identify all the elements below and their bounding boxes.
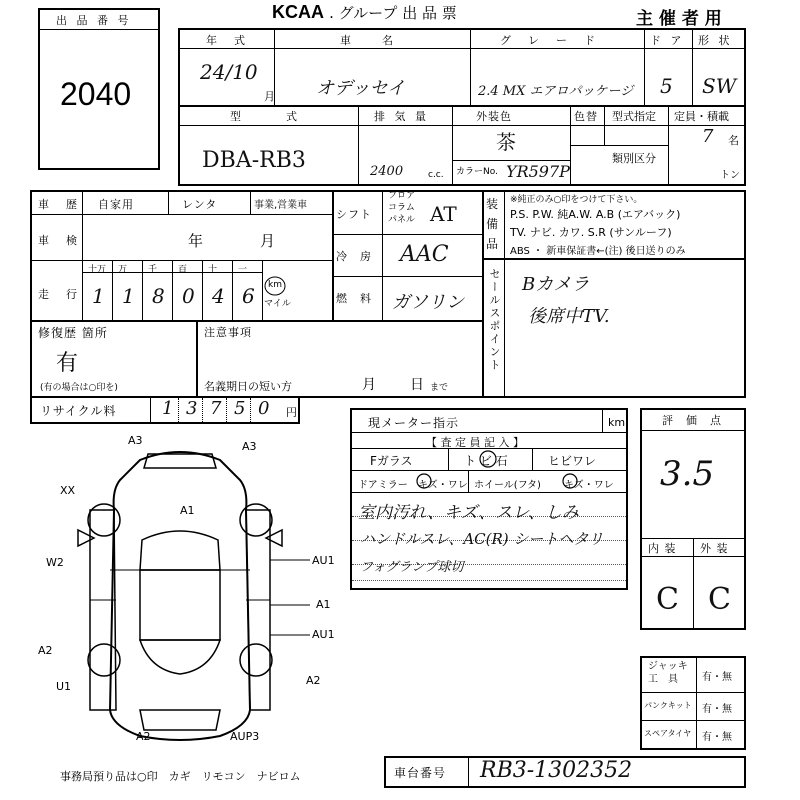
doors-label: ド ア [650, 34, 685, 47]
exterior-label: 外 装 [700, 542, 729, 555]
mileage-digit-label: 一 [238, 265, 248, 275]
shaken-month-unit: 月 [260, 232, 276, 250]
door-mirror-label: ドアミラー [358, 480, 408, 491]
recycle-digit: 3 [186, 398, 198, 419]
year-value: 24/10 [200, 60, 258, 84]
meter-label: 現メーター指示 [368, 416, 460, 430]
ac-label: 冷 房 [336, 250, 372, 263]
type-spec-label: 型式指定 [612, 110, 656, 123]
shift-positions: フロア コラム パネル [388, 191, 416, 225]
damage-mark: A3 [242, 440, 257, 453]
repair-history-value: 有 [56, 351, 79, 376]
capacity-unit: 名 [728, 134, 739, 147]
damage-mark: AU1 [312, 628, 335, 641]
organizer-label: 主 催 者 用 [636, 9, 722, 29]
windshield-crack-option: ヒビワレ [548, 454, 597, 468]
registration-deadline-label: 名義期日の短い方 [204, 380, 292, 393]
spare-tire-option: 有・無 [702, 732, 732, 743]
sheet-title [272, 2, 457, 23]
displacement-label: 排 気 量 [374, 110, 429, 123]
displacement-value: 2400 [370, 164, 404, 179]
damage-mark: A2 [38, 644, 53, 657]
year-label: 年 式 [206, 34, 248, 47]
month-unit: 月 [264, 90, 275, 103]
vehicle-info-table [178, 28, 746, 186]
repair-history-note: (有の場合は○印を) [40, 383, 118, 393]
windshield-label: Fガラス [370, 454, 413, 468]
title-text: . グループ 出 品 票 [329, 4, 457, 22]
damage-mark: AUP3 [230, 730, 260, 743]
interior-label: 内 装 [648, 542, 677, 555]
color-code-label: カラーNo. [456, 167, 498, 177]
jack-tool-label: ジャッキ 工 具 [648, 661, 688, 685]
chassis-number-value: RB3-1302352 [480, 758, 633, 783]
cc-unit: c.c. [428, 170, 444, 180]
km-mile-selector [264, 276, 298, 312]
lot-number-box [38, 8, 160, 170]
notes-label: 注意事項 [204, 326, 252, 339]
spare-tire-label: スペアタイヤ [644, 729, 692, 738]
evaluation-score: 3.5 [660, 454, 715, 494]
color-change-label: 色替 [574, 110, 598, 123]
jack-tool-option: 有・無 [702, 672, 732, 683]
windshield-chip-options: ト ビ 石 [464, 454, 508, 468]
grade-value: 2.4 MX エアロパッケージ [478, 84, 634, 99]
mileage-digit: 4 [212, 284, 225, 308]
damage-mark: A2 [136, 730, 151, 743]
shift-label: シフト [336, 208, 372, 221]
rental-option: レンタ [182, 198, 218, 211]
evaluation-box [640, 408, 746, 630]
lot-number-value: 2040 [60, 76, 132, 112]
shape-value: SW [702, 74, 737, 98]
recycle-fee-unit: 円 [286, 406, 297, 419]
classification-label: 類別区分 [612, 152, 656, 165]
damage-mark: XX [60, 484, 76, 497]
equipment-line-3: ABS ・ 新車保証書←(注) 後日送りのみ [510, 246, 686, 257]
recycle-digit: 0 [258, 398, 270, 419]
history-block [30, 190, 746, 398]
recycle-digit: 7 [210, 398, 222, 419]
mileage-digit-label: 万 [118, 265, 128, 275]
repair-history-label: 修復歴 箇所 [38, 326, 108, 340]
puncture-kit-label: パンクキット [644, 701, 692, 710]
exterior-color-label: 外装色 [476, 110, 512, 123]
recycle-fee-label: リサイクル料 [40, 404, 117, 418]
mileage-digit: 0 [182, 284, 195, 308]
accessories-box [640, 656, 746, 750]
exterior-color-value: 茶 [496, 130, 516, 154]
mileage-digit: 1 [92, 284, 105, 308]
equipment-line-2: TV. ナビ. カワ. S.R (サンルーフ) [510, 226, 672, 239]
inspector-comment-2: ハンドルスレ、AC(R) シートヘタリ [360, 530, 604, 548]
fuel-value: ガソリン [392, 292, 464, 313]
private-use-option: 自家用 [98, 198, 134, 211]
equipment-line-1: P.S. P.W. 純A.W. A.B (エアバック) [510, 208, 681, 221]
damage-mark: U1 [56, 680, 72, 693]
history-label: 車 歴 [38, 198, 80, 211]
sales-point-label: セールスポイント [488, 268, 501, 372]
mileage-digit: 1 [122, 284, 135, 308]
meter-unit: km [608, 416, 626, 429]
office-note: 事務局預り品は○印 カギ リモコン ナビロム [60, 770, 301, 783]
color-code-value: YR597P [506, 162, 570, 181]
inspector-box [350, 408, 628, 590]
recycle-fee-box [30, 398, 300, 424]
damage-mark: A1 [180, 504, 195, 517]
capacity-label: 定員・積載 [674, 110, 729, 123]
shift-value: AT [430, 202, 457, 226]
inspector-comment-3: フォグランプ球切 [360, 560, 464, 575]
mileage-digit-label: 十 [208, 265, 218, 275]
car-damage-diagram [20, 430, 340, 760]
inspector-header: 【 査 定 員 記 入 】 [426, 436, 524, 449]
exterior-grade: C [708, 582, 731, 617]
mileage-label: 走 行 [38, 288, 80, 301]
business-option: 事業,営業車 [254, 200, 308, 211]
equipment-note: ※純正のみ○印をつけて下さい。 [510, 195, 643, 205]
mileage-digit-label: 十万 [88, 265, 107, 275]
ac-value: AAC [400, 242, 449, 267]
evaluation-label: 評 価 点 [662, 414, 722, 427]
doors-value: 5 [660, 74, 673, 98]
deadline-day: 日 [410, 377, 424, 393]
damage-mark: W2 [46, 556, 64, 569]
damage-mark: A1 [316, 598, 331, 611]
mileage-digit: 8 [152, 284, 165, 308]
interior-grade: C [656, 582, 679, 617]
deadline-month: 月 [362, 377, 376, 393]
load-unit: トン [720, 170, 740, 181]
wheel-options: キズ・ワレ [564, 480, 614, 491]
equipment-label: 装 備 品 [486, 197, 499, 251]
mileage-digit-label: 百 [178, 265, 188, 275]
grade-label: グ レ ー ド [500, 34, 598, 47]
sales-point-line-1: Bカメラ [522, 274, 590, 295]
model-value: DBA-RB3 [202, 148, 306, 173]
recycle-digit: 5 [234, 398, 246, 419]
car-name-value: オデッセイ [316, 78, 406, 99]
door-mirror-options: キズ・ワレ [418, 480, 468, 491]
damage-mark: AU1 [312, 554, 335, 567]
brand-logo: KCAA [272, 2, 324, 22]
damage-mark: A2 [306, 674, 321, 687]
wheel-label: ホイール(フタ) [474, 480, 541, 491]
car-name-label: 車 名 [340, 34, 396, 47]
mile-option: マイル [264, 299, 291, 309]
deadline-made: まで [430, 383, 449, 393]
chassis-number-label: 車台番号 [394, 766, 447, 780]
lot-number-label: 出 品 番 号 [56, 14, 132, 27]
fuel-label: 燃 料 [336, 292, 372, 305]
shaken-label: 車 検 [38, 234, 80, 247]
shape-label: 形 状 [698, 34, 733, 47]
model-label: 型 式 [230, 110, 300, 123]
mileage-digit-label: 千 [148, 265, 158, 275]
inspector-comment-1: 室内汚れ、キズ、スレ、しみ [358, 503, 579, 523]
sales-point-line-2: 後席中TV. [528, 306, 610, 327]
damage-mark: A3 [128, 434, 143, 447]
mileage-digit: 6 [242, 284, 255, 308]
recycle-digit: 1 [162, 398, 174, 419]
capacity-value: 7 [702, 126, 714, 147]
puncture-kit-option: 有・無 [702, 704, 732, 715]
shaken-year-unit: 年 [188, 232, 204, 250]
km-option: km [268, 280, 282, 290]
chassis-number-box [384, 756, 746, 788]
